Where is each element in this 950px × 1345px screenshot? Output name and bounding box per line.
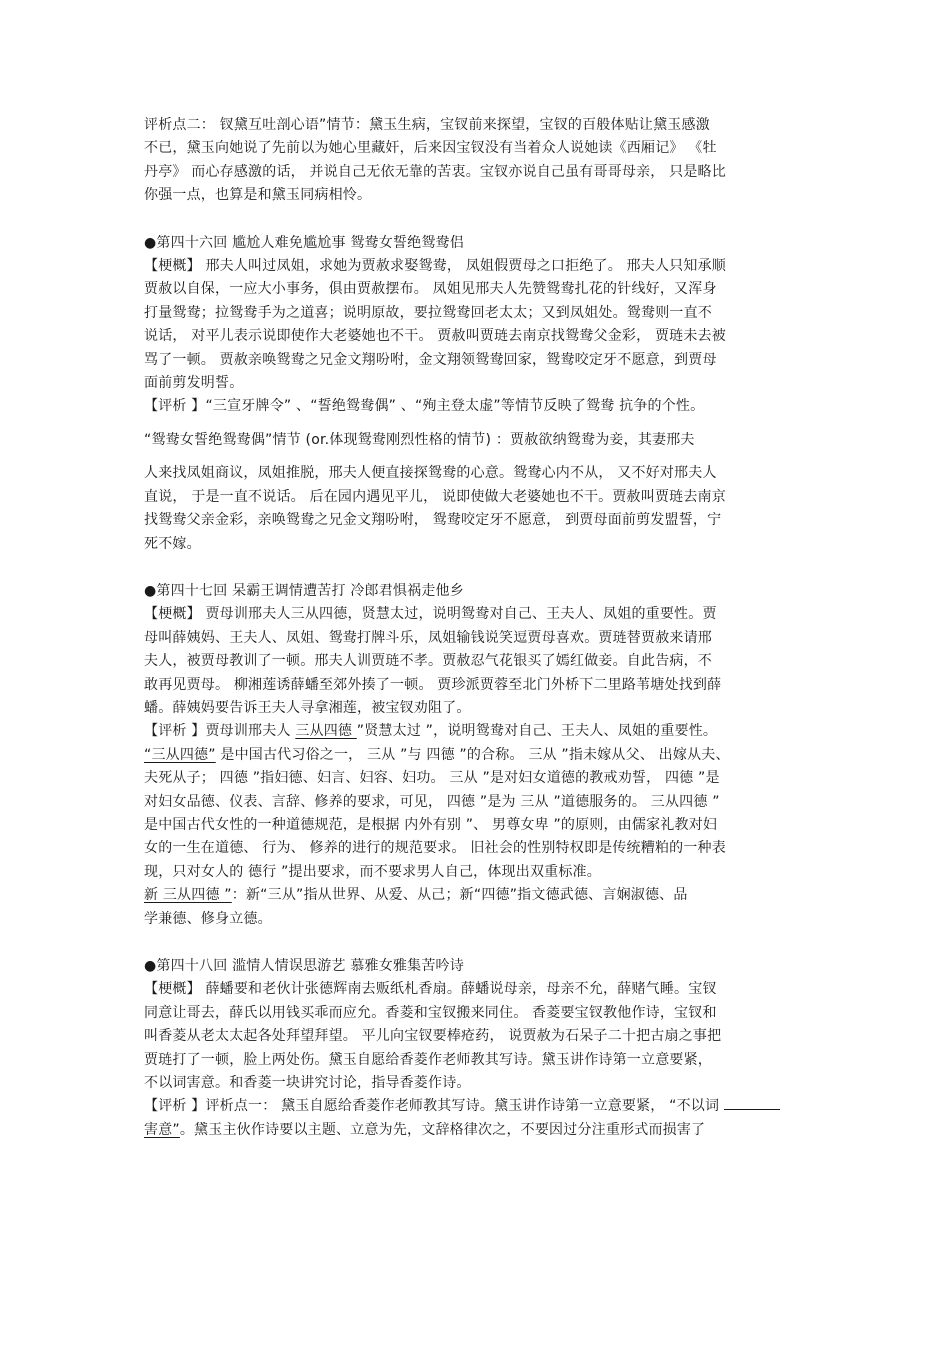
text-line: 现，只对女人的 德行 ”提出要求，而不要求男人自己，体现出双重标准。 xyxy=(144,863,601,880)
chapter-46-section xyxy=(144,232,814,556)
comment-text: 是中国古代习俗之一， 三从 ”与 四德 ”的合称。 三从 ”指未嫁从父、 出嫁从夫、 xyxy=(215,746,730,763)
text-line: 夫死从子； 四德 ”指妇德、妇言、妇容、妇功。 三从 ”是对妇女道德的教戒劝誓， 四德 ”是 xyxy=(144,770,720,787)
text-line: 贾赦以自保，一应大小事务，俱由贾赦摆布。 凤姐见邢夫人先赞鸳鸯扎花的针线好，又浑身 xyxy=(144,281,717,298)
text-line: 不以词害意。和香菱一块讲究讨论，指导香菱作诗。 xyxy=(144,1075,471,1092)
text-line: 你强一点，也算是和黛玉同病相怜。 xyxy=(144,187,372,204)
text-line: 人来找凤姐商议，凤姐推脱，邢夫人便直接探鸳鸯的心意。鸳鸯心内不从， 又不好对邢夫人 xyxy=(144,465,717,482)
text-line: 女的一生在道德、 行为、 修养的进行的规范要求。 旧社会的性别特权即是传统糟粕的一种表 xyxy=(144,840,726,857)
text-line: 打量鸳鸯；拉鸳鸯手为之道喜；说明原故，要拉鸳鸯回老太太；又到凤姐处。鸳鸯则一直不 xyxy=(144,304,712,321)
text-line: 死不嫁。 xyxy=(144,535,201,552)
chapter-heading: ●第四十八回 滥情人情误思游艺 慕雅女雅集苦吟诗 xyxy=(144,958,464,974)
text-line: “鸳鸯女誓绝鸳鸯偶”情节 (or.体现鸳鸯刚烈性格的情节) ：贾赦欲纳鸳鸯为妾，其妻邢夫 xyxy=(144,431,695,448)
comment-label: 【评析 】贾母训邢夫人 xyxy=(144,723,296,740)
text-line: 【梗概】 贾母训邢夫人三从四德，贤慧太过，说明鸳鸯对自己、王夫人、凤姐的重要性。贾 xyxy=(144,606,717,623)
comment-point-two xyxy=(144,114,814,208)
underlined-term: 新 三从四德 ” xyxy=(144,887,232,904)
text-line: 母叫薛姨妈、王夫人、凤姐、鸳鸯打牌斗乐，凤姐输钱说笑逗贾母喜欢。贾琏替贾赦来请邢 xyxy=(144,629,712,646)
text-line xyxy=(144,1119,814,1142)
text-line: 同意让哥去，薛氏以用钱买乖而应允。香菱和宝钗搬来同住。 香菱要宝钗教他作诗，宝钗和 xyxy=(144,1004,717,1021)
chapter-heading: ●第四十六回 尴尬人难免尴尬事 鸳鸯女誓绝鸳鸯侣 xyxy=(144,234,464,251)
chapter-48-section xyxy=(144,955,814,1142)
text-line xyxy=(144,744,814,767)
text-line: 夫人，被贾母教训了一顿。邢夫人训贾琏不孝。贾赦忍气花银买了嫣红做妾。自此告病，不 xyxy=(144,653,712,670)
text-line: 贾琏打了一顿，脸上两处伤。黛玉自愿给香菱作老师教其写诗。黛玉讲作诗第一立意要紧， xyxy=(144,1051,712,1068)
text-line: 找鸳鸯父亲金彩，亲唤鸳鸯之兄金文翔吩咐， 鸳鸯咬定牙不愿意， 到贾母面前剪发盟誓，宁 xyxy=(144,512,722,529)
comment-text: ”贤慧太过 ”，说明鸳鸯对自己、王夫人、凤姐的重要性。 xyxy=(356,723,718,740)
text-line: 面前剪发明誓。 xyxy=(144,375,244,392)
text-line: 骂了一顿。 贾赦亲唤鸳鸯之兄金文翔吩咐，金文翔领鸳鸯回家，鸳鸯咬定牙不愿意，到贾母 xyxy=(144,351,717,368)
text-line xyxy=(144,884,814,907)
text-line: 直说， 于是一直不说话。 后在园内遇见平儿， 说即使做大老婆她也不干。贾赦叫贾琏去南京 xyxy=(144,488,726,505)
text-line: 对妇女品德、仪表、言辞、修养的要求，可见， 四德 ”是为 三从 ”道德服务的。 三从四德 ” xyxy=(144,793,720,810)
chapter-heading: ●第四十七回 呆霸王调情遭苦打 冷郎君惧祸走他乡 xyxy=(144,582,464,599)
text-line xyxy=(144,720,814,743)
text-line: 敢再见贾母。 柳湘莲诱薛蟠至郊外揍了一顿。 贾珍派贾蓉至北门外桥下二里路苇塘处找到薛 xyxy=(144,676,722,693)
text-line: 蟠。薛姨妈要告诉王夫人寻拿湘莲，被宝钗劝阻了。 xyxy=(144,699,471,716)
text-line: 学兼德、修身立德。 xyxy=(144,910,272,927)
text-line: 叫香菱从老太太起各处拜望拜望。 平儿向宝钗要棒疮药， 说贾赦为石呆子二十把古扇之事把 xyxy=(144,1028,722,1045)
underlined-term: 害意” xyxy=(144,1121,180,1138)
text-line: 丹亭》 而心存感激的话， 并说自己无依无靠的苦衷。宝钗亦说自己虽有哥哥母亲， 只是略比 xyxy=(144,163,726,180)
text-line: 【梗概】 薛蟠要和老伙计张德辉南去贩纸札香扇。薛蟠说母亲，母亲不允，薛赌气睡。宝钗 xyxy=(144,981,717,998)
text-line: 是中国古代女性的一种道德规范，是根据 内外有别 ”、 男尊女卑 ”的原则，由儒家礼教对妇 xyxy=(144,816,718,833)
chapter-47-section xyxy=(144,580,814,931)
fill-blank xyxy=(724,1095,780,1110)
text-line: 不已，黛玉向她说了先前以为她心里藏奸，后来因宝钗没有当着众人说她读《西厢记》 《牡 xyxy=(144,140,717,157)
comment-text: ：新“三从”指从世界、从爱、从己；新“四德”指文德武德、言娴淑德、品 xyxy=(231,887,688,904)
text-line: 【评析 】“三宣牙牌令” 、“誓绝鸳鸯偶” 、“殉主登太虚”等情节反映了鸳鸯 抗争的个性。 xyxy=(144,398,705,415)
underlined-term: 三从四德 xyxy=(295,723,357,740)
text-line: 【梗概】 邢夫人叫过凤姐，求她为贾赦求娶鸳鸯， 凤姐假贾母之口拒绝了。 邢夫人只知承顺 xyxy=(144,258,726,275)
comment-text: 【评析 】评析点一： 黛玉自愿给香菱作老师教其写诗。黛玉讲作诗第一立意要紧， “不以词 xyxy=(144,1098,724,1115)
text-line xyxy=(144,1095,814,1118)
comment-text: 。黛玉主伙作诗要以主题、立意为先，文辞格律次之，不要因过分注重形式而损害了 xyxy=(179,1121,706,1138)
document-page xyxy=(144,114,814,1142)
text-line: 评析点二： 钗黛互吐剖心语”情节：黛玉生病，宝钗前来探望，宝钗的百般体贴让黛玉感激 xyxy=(144,117,710,133)
text-line: 说话， 对平儿表示说即使作大老婆她也不干。 贾赦叫贾琏去南京找鸳鸯父金彩， 贾琏未去被 xyxy=(144,328,726,345)
underlined-term: “三从四德” xyxy=(144,746,216,763)
